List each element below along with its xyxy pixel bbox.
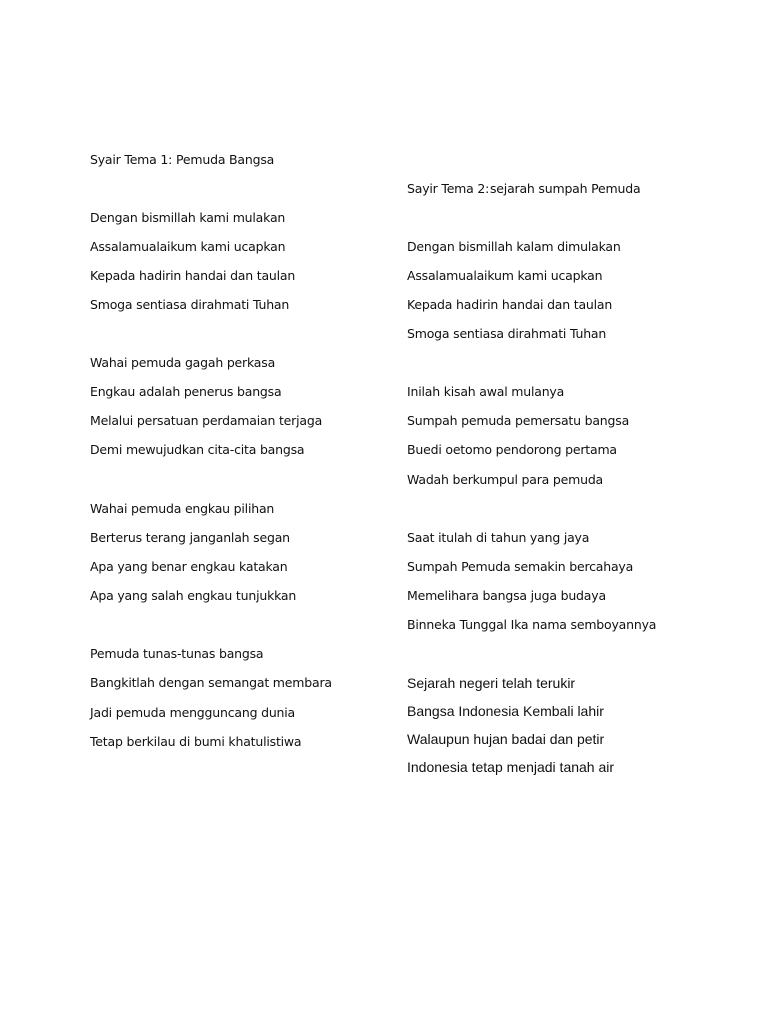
poem-2-line: Binneka Tunggal Ika nama semboyannya xyxy=(407,617,657,632)
poem-2-line: Sejarah negeri telah terukir xyxy=(407,675,576,691)
poem-2-line: Inilah kisah awal mulanya xyxy=(407,384,565,399)
poem-2-line: Assalamualaikum kami ucapkan xyxy=(407,268,603,283)
poem-1-line: Tetap berkilau di bumi khatulistiwa xyxy=(90,734,302,749)
poem-1-line: Smoga sentiasa dirahmati Tuhan xyxy=(90,297,290,312)
poem-2-line: Memelihara bangsa juga budaya xyxy=(407,588,606,603)
poem-1-line: Wahai pemuda engkau pilihan xyxy=(90,501,275,516)
poem-2-line: Indonesia tetap menjadi tanah air xyxy=(407,759,615,775)
poem-1-line: Bangkitlah dengan semangat membara xyxy=(90,675,332,690)
poem-1-line: Pemuda tunas-tunas bangsa xyxy=(90,646,264,661)
poem-1-line: Assalamualaikum kami ucapkan xyxy=(90,239,286,254)
poem-2-line: Kepada hadirin handai dan taulan xyxy=(407,297,613,312)
poem-1-title-label: Syair Tema 1: xyxy=(90,152,173,167)
poem-1-line: Apa yang salah engkau tunjukkan xyxy=(90,588,297,603)
poem-1-line: Wahai pemuda gagah perkasa xyxy=(90,355,276,370)
poem-2-line: Saat itulah di tahun yang jaya xyxy=(407,530,590,545)
poem-1-line: Apa yang benar engkau katakan xyxy=(90,559,288,574)
poem-1-line: Engkau adalah penerus bangsa xyxy=(90,384,282,399)
poem-1-line: Jadi pemuda mengguncang dunia xyxy=(90,705,295,720)
poem-2-line: Bangsa Indonesia Kembali lahir xyxy=(407,703,604,719)
poem-2-title-text: sejarah sumpah Pemuda xyxy=(490,181,641,196)
poem-2-title-label: Sayir Tema 2: xyxy=(407,181,490,196)
poem-2-line: Wadah berkumpul para pemuda xyxy=(407,472,604,487)
poem-1-title-text: Pemuda Bangsa xyxy=(176,152,275,167)
poem-2-line: Smoga sentiasa dirahmati Tuhan xyxy=(407,326,607,341)
poem-1-line: Melalui persatuan perdamaian terjaga xyxy=(90,413,323,428)
poem-1-line: Dengan bismillah kami mulakan xyxy=(90,210,286,225)
poem-2-line: Walaupun hujan badai dan petir xyxy=(407,731,605,747)
poem-2-line: Sumpah pemuda pemersatu bangsa xyxy=(407,413,630,428)
poem-2-line: Buedi oetomo pendorong pertama xyxy=(407,442,617,457)
poem-2-line: Dengan bismillah kalam dimulakan xyxy=(407,239,621,254)
poem-1-line: Berterus terang janganlah segan xyxy=(90,530,290,545)
poem-2-line: Sumpah Pemuda semakin bercahaya xyxy=(407,559,634,574)
poem-1-line: Demi mewujudkan cita-cita bangsa xyxy=(90,442,305,457)
poem-1-line: Kepada hadirin handai dan taulan xyxy=(90,268,296,283)
